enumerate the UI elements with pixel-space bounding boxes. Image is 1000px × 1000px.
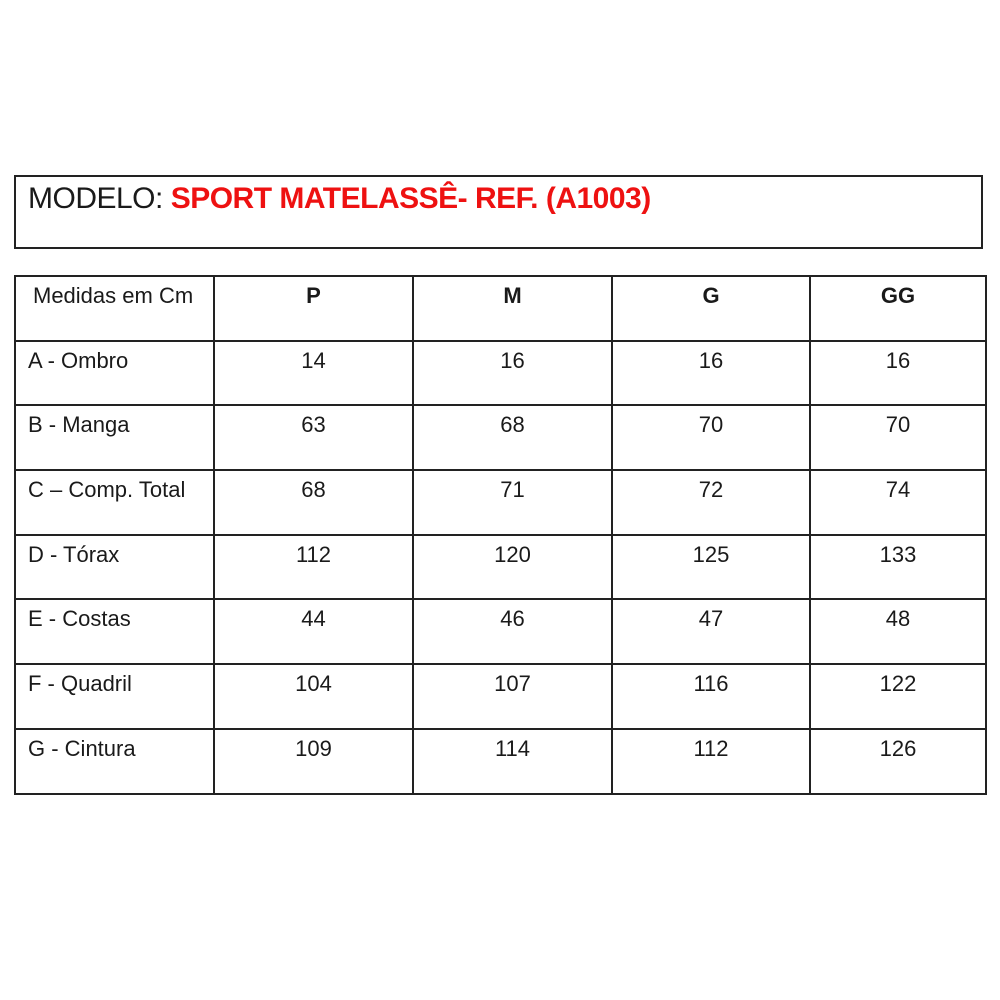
size-chart-table — [14, 275, 987, 795]
table-cell: 16 — [810, 341, 986, 406]
model-name: SPORT MATELASSÊ- REF. (A1003) — [170, 182, 651, 215]
size-header-p: P — [214, 276, 413, 341]
row-label: B - Manga — [15, 405, 214, 470]
table-cell: 122 — [810, 664, 986, 729]
table-cell: 104 — [214, 664, 413, 729]
table-row — [15, 664, 986, 729]
table-cell: 72 — [612, 470, 810, 535]
table-cell: 107 — [413, 664, 612, 729]
table-cell: 74 — [810, 470, 986, 535]
row-label: D - Tórax — [15, 535, 214, 600]
model-label: MODELO: — [28, 182, 163, 215]
size-header-g: G — [612, 276, 810, 341]
table-cell: 112 — [214, 535, 413, 600]
model-title-box — [14, 175, 983, 249]
table-row — [15, 535, 986, 600]
table-cell: 70 — [612, 405, 810, 470]
table-cell: 120 — [413, 535, 612, 600]
row-label: F - Quadril — [15, 664, 214, 729]
table-row — [15, 341, 986, 406]
row-label: C – Comp. Total — [15, 470, 214, 535]
table-cell: 125 — [612, 535, 810, 600]
table-cell: 14 — [214, 341, 413, 406]
row-label: G - Cintura — [15, 729, 214, 794]
table-cell: 63 — [214, 405, 413, 470]
table-cell: 68 — [413, 405, 612, 470]
row-label: E - Costas — [15, 599, 214, 664]
corner-header: Medidas em Cm — [15, 276, 214, 341]
table-cell: 114 — [413, 729, 612, 794]
table-cell: 116 — [612, 664, 810, 729]
table-cell: 48 — [810, 599, 986, 664]
table-cell: 44 — [214, 599, 413, 664]
table-cell: 126 — [810, 729, 986, 794]
table-cell: 47 — [612, 599, 810, 664]
size-header-gg: GG — [810, 276, 986, 341]
table-cell: 16 — [413, 341, 612, 406]
table-cell: 71 — [413, 470, 612, 535]
table-cell: 46 — [413, 599, 612, 664]
table-cell: 70 — [810, 405, 986, 470]
size-header-m: M — [413, 276, 612, 341]
table-header-row — [15, 276, 986, 341]
table-cell: 112 — [612, 729, 810, 794]
table-cell: 133 — [810, 535, 986, 600]
table-row — [15, 470, 986, 535]
table-cell: 109 — [214, 729, 413, 794]
row-label: A - Ombro — [15, 341, 214, 406]
table-row — [15, 729, 986, 794]
table-row — [15, 599, 986, 664]
table-row — [15, 405, 986, 470]
model-title — [28, 182, 651, 216]
table-cell: 68 — [214, 470, 413, 535]
table-cell: 16 — [612, 341, 810, 406]
